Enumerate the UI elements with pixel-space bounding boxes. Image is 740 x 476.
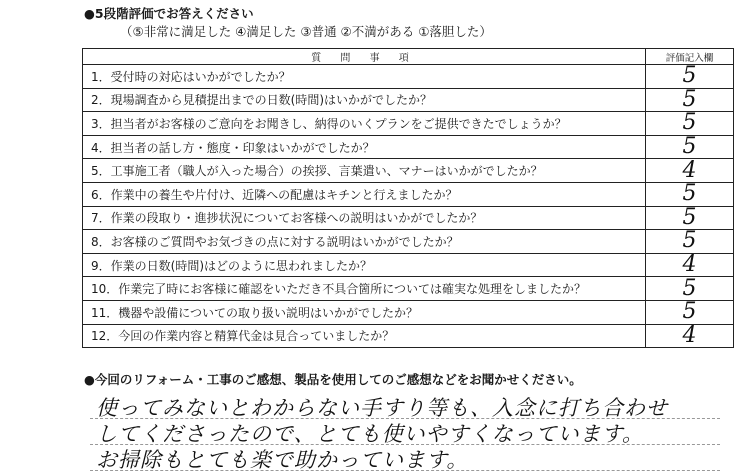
survey-table bbox=[82, 48, 734, 348]
handwritten-score[interactable]: 4 bbox=[646, 324, 734, 348]
question-text: 10．作業完了時にお客様に確認をいただき不具合箇所については確実な処理をしましたか？ bbox=[83, 277, 646, 301]
question-text: 4．担当者の話し方・態度・印象はいかがでしたか？ bbox=[83, 135, 646, 159]
handwritten-score[interactable]: 5 bbox=[646, 182, 734, 206]
question-column-header: 質 問 事 項 bbox=[83, 49, 646, 65]
table-row bbox=[83, 159, 734, 183]
table-row bbox=[83, 112, 734, 136]
handwritten-score[interactable]: 5 bbox=[646, 65, 734, 89]
question-text: 9．作業の日数(時間)はどのように思われましたか？ bbox=[83, 253, 646, 277]
table-row bbox=[83, 65, 734, 89]
table-header-row bbox=[83, 49, 734, 65]
question-text: 12．今回の作業内容と精算代金は見合っていましたか？ bbox=[83, 324, 646, 348]
table-row bbox=[83, 277, 734, 301]
table-row bbox=[83, 300, 734, 324]
table-row bbox=[83, 88, 734, 112]
handwritten-comment-line: してくださったので、とても使いやすくなっています。 bbox=[96, 422, 644, 446]
handwritten-score[interactable]: 5 bbox=[646, 112, 734, 136]
table-row bbox=[83, 206, 734, 230]
handwritten-comment-line: お掃除もとても楽で助かっています。 bbox=[96, 448, 469, 472]
handwritten-score[interactable]: 5 bbox=[646, 88, 734, 112]
handwritten-score[interactable]: 5 bbox=[646, 135, 734, 159]
score-column-header: 評価記入欄 bbox=[646, 49, 734, 65]
table-row bbox=[83, 182, 734, 206]
question-text: 11．機器や設備についての取り扱い説明はいかがでしたか？ bbox=[83, 300, 646, 324]
table-row bbox=[83, 230, 734, 254]
handwritten-score[interactable]: 5 bbox=[646, 230, 734, 254]
rating-scale-legend: （⑤非常に満足した ④満足した ③普通 ②不満がある ①落胆した） bbox=[120, 24, 492, 39]
handwritten-score[interactable]: 4 bbox=[646, 159, 734, 183]
comments-heading: ●今回のリフォーム・工事のご感想、製品を使用してのご感想などをお聞かせください。 bbox=[84, 372, 582, 387]
handwritten-score[interactable]: 5 bbox=[646, 206, 734, 230]
question-text: 1．受付時の対応はいかがでしたか？ bbox=[83, 65, 646, 89]
question-text: 7．作業の段取り・進捗状況についてお客様への説明はいかがでしたか？ bbox=[83, 206, 646, 230]
question-text: 8．お客様のご質問やお気づきの点に対する説明はいかがでしたか？ bbox=[83, 230, 646, 254]
question-text: 3．担当者がお客様のご意向をお聞きし、納得のいくプランをご提供できたでしょうか？ bbox=[83, 112, 646, 136]
table-row bbox=[83, 253, 734, 277]
rating-instruction: ●5段階評価でお答えください bbox=[84, 6, 254, 21]
question-text: 5．工事施工者（職人が入った場合）の挨拶、言葉遣い、マナーはいかがでしたか？ bbox=[83, 159, 646, 183]
handwritten-score[interactable]: 5 bbox=[646, 277, 734, 301]
table-row bbox=[83, 324, 734, 348]
handwritten-score[interactable]: 4 bbox=[646, 253, 734, 277]
question-text: 6．作業中の養生や片付け、近隣への配慮はキチンと行えましたか？ bbox=[83, 182, 646, 206]
handwritten-score[interactable]: 5 bbox=[646, 300, 734, 324]
table-row bbox=[83, 135, 734, 159]
handwritten-comment-line: 使ってみないとわからない手すり等も、入念に打ち合わせ bbox=[96, 396, 668, 420]
question-text: 2．現場調査から見積提出までの日数(時間)はいかがでしたか？ bbox=[83, 88, 646, 112]
